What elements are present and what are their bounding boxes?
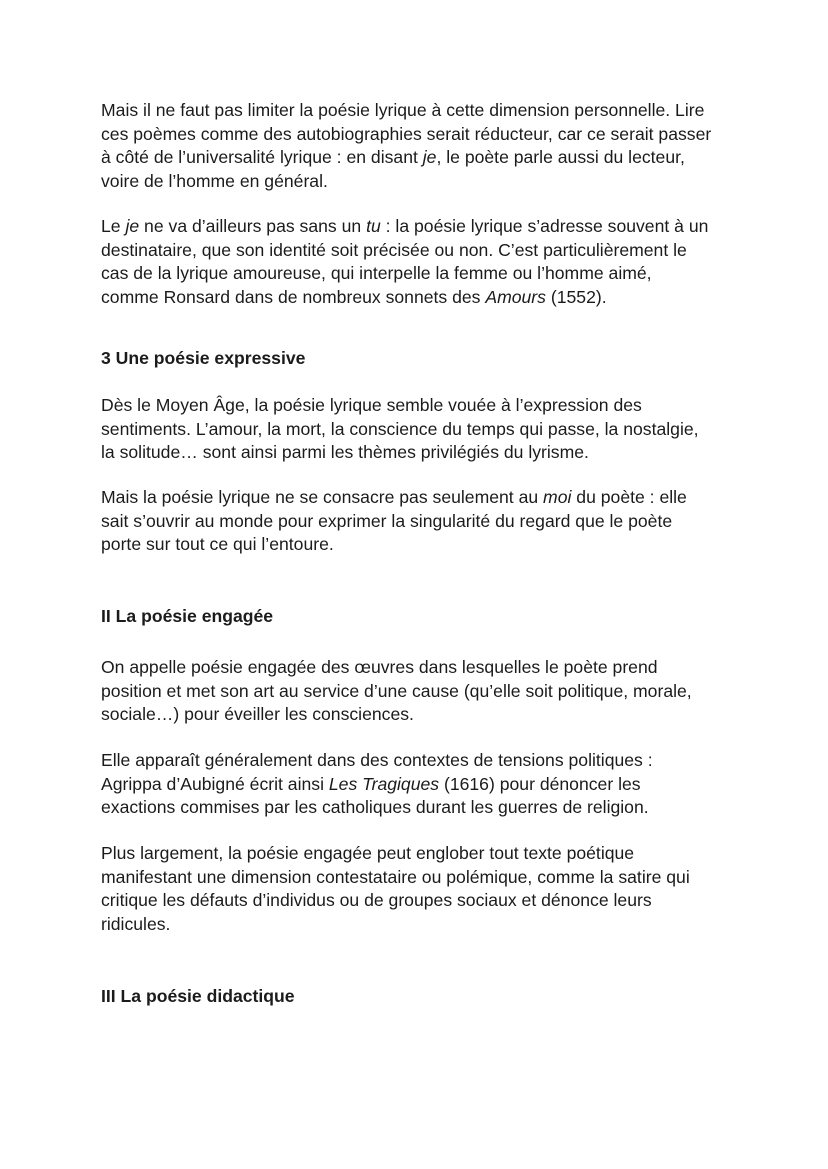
italic-text: Les Tragiques bbox=[328, 773, 440, 794]
paragraph-lyric-world bbox=[101, 486, 741, 557]
text-segment: (1552). bbox=[545, 286, 607, 307]
paragraph-lyric-addressee bbox=[101, 215, 741, 309]
text-line: porte sur tout ce qui l’entoure. bbox=[101, 534, 334, 555]
text-line: sentiments. L’amour, la mort, la conscience du temps qui passe, la nostalgie, bbox=[101, 418, 699, 439]
text-line: On appelle poésie engagée des œuvres dans lesquelles le poète prend bbox=[101, 657, 658, 677]
italic-text: tu bbox=[366, 216, 381, 236]
section-heading-didactic: III La poésie didactique bbox=[101, 986, 295, 1006]
text-segment: comme Ronsard dans de nombreux sonnets des bbox=[101, 286, 486, 307]
paragraph-lyric-universality bbox=[101, 99, 741, 193]
text-line: ridicules. bbox=[101, 913, 171, 934]
text-line bbox=[101, 486, 741, 510]
text-line: sait s’ouvrir au monde pour exprimer la singularité du regard que le poète bbox=[101, 510, 673, 531]
text-line: critique les défauts d’individus ou de groupes sociaux et dénonce leurs bbox=[101, 890, 652, 911]
text-segment: : la poésie lyrique s’adresse souvent à un bbox=[380, 216, 709, 236]
section-heading-expressive: 3 Une poésie expressive bbox=[101, 348, 306, 368]
text-segment: à côté de l’universalité lyrique : en disant bbox=[101, 147, 423, 168]
text-segment: Agrippa d’Aubigné écrit ainsi bbox=[101, 773, 329, 794]
paragraph-engaged-satire bbox=[101, 842, 741, 936]
text-line bbox=[101, 773, 741, 797]
text-segment: Mais la poésie lyrique ne se consacre pas seulement au bbox=[101, 487, 544, 507]
text-line: position et met son art au service d’une cause (qu’elle soit politique, morale, bbox=[101, 680, 692, 701]
paragraph-engaged-definition bbox=[101, 656, 741, 727]
italic-text: moi bbox=[543, 487, 572, 507]
text-line bbox=[101, 286, 741, 310]
paragraph-engaged-context bbox=[101, 749, 741, 820]
text-line: sociale…) pour éveiller les consciences. bbox=[101, 704, 414, 725]
text-segment: ne va d’ailleurs pas sans un bbox=[139, 216, 367, 236]
text-line: cas de la lyrique amoureuse, qui interpelle la femme ou l’homme aimé, bbox=[101, 263, 652, 284]
text-line: manifestant une dimension contestataire ou polémique, comme la satire qui bbox=[101, 866, 690, 887]
text-segment: du poète : elle bbox=[571, 487, 687, 507]
italic-text: je bbox=[125, 216, 140, 236]
text-segment: Le bbox=[101, 216, 126, 236]
text-line: destinataire, que son identité soit précisée ou non. C’est particulièrement le bbox=[101, 239, 687, 260]
text-line: Dès le Moyen Âge, la poésie lyrique semble vouée à l’expression des bbox=[101, 395, 642, 415]
text-segment: , le poète parle aussi du lecteur, bbox=[436, 147, 685, 168]
text-line: Elle apparaît généralement dans des contextes de tensions politiques : bbox=[101, 750, 653, 770]
text-segment: (1616) pour dénoncer les bbox=[439, 773, 641, 794]
text-line: Plus largement, la poésie engagée peut englober tout texte poétique bbox=[101, 843, 635, 863]
italic-text: Amours bbox=[485, 286, 546, 307]
text-line: la solitude… sont ainsi parmi les thèmes privilégiés du lyrisme. bbox=[101, 442, 589, 463]
text-line: ces poèmes comme des autobiographies serait réducteur, car ce serait passer bbox=[101, 123, 712, 144]
text-line: exactions commises par les catholiques durant les guerres de religion. bbox=[101, 797, 649, 818]
text-line bbox=[101, 146, 741, 170]
section-heading-engaged: II La poésie engagée bbox=[101, 606, 274, 626]
text-line bbox=[101, 215, 741, 239]
italic-text: je bbox=[422, 147, 437, 168]
text-line: Mais il ne faut pas limiter la poésie lyrique à cette dimension personnelle. Lire bbox=[101, 100, 705, 120]
text-line: voire de l’homme en général. bbox=[101, 170, 328, 191]
paragraph-expressive-themes bbox=[101, 394, 741, 465]
